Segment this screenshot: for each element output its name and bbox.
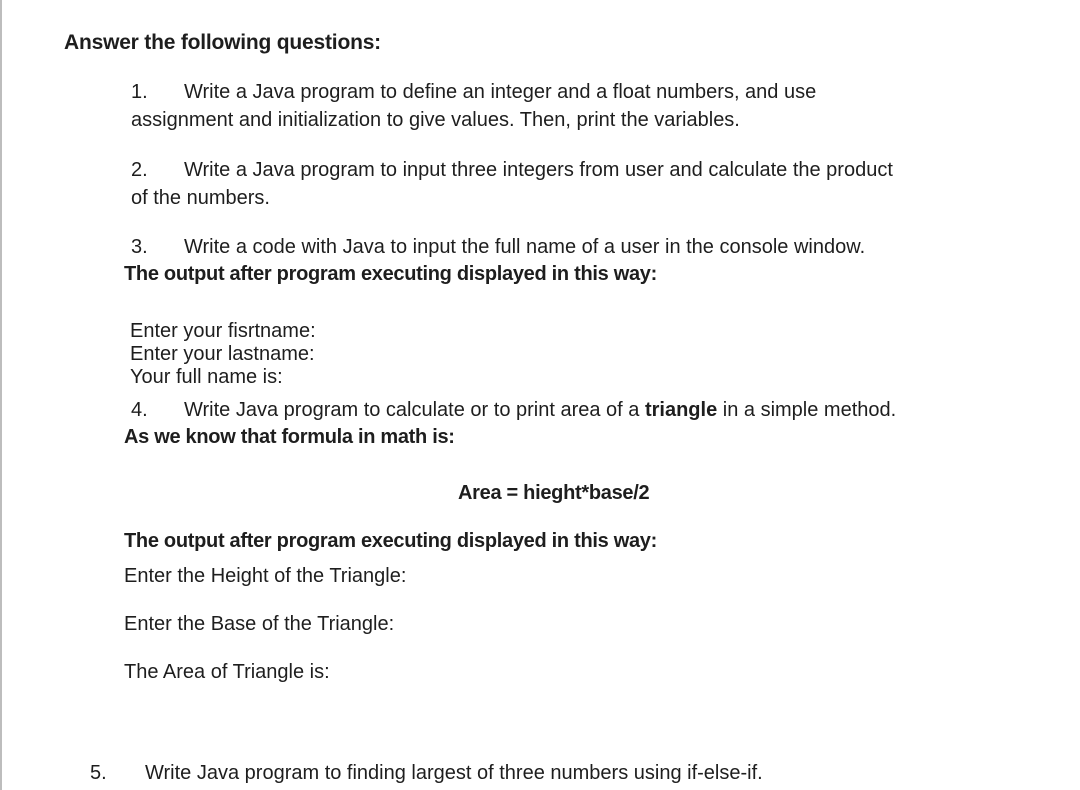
output-line-area: The Area of Triangle is: [124, 661, 330, 683]
question-3 [131, 234, 865, 261]
question-3-line-2: The output after program executing displayed in this way: [124, 263, 657, 285]
question-4 [131, 397, 896, 424]
output-line-height: Enter the Height of the Triangle: [124, 565, 407, 587]
console-line-firstname: Enter your fisrtname: [130, 320, 316, 342]
question-5-number: 5. [90, 762, 107, 784]
question-2-line-2: of the numbers. [131, 187, 270, 209]
question-4-output-heading: The output after program executing displayed in this way: [124, 530, 657, 552]
question-5 [90, 759, 763, 787]
question-3-line-1 [131, 234, 865, 261]
question-5-text: Write Java program to finding largest of three numbers using if-else-if. [145, 762, 763, 784]
question-2-text-1: Write a Java program to input three integers from user and calculate the product [184, 159, 893, 181]
question-4-line-2: As we know that formula in math is: [124, 426, 455, 448]
question-2-number: 2. [131, 159, 148, 181]
question-4-number: 4. [131, 399, 148, 421]
left-edge-line [0, 0, 2, 790]
console-line-fullname: Your full name is: [130, 366, 283, 388]
question-1-line-1 [131, 78, 816, 106]
question-4-text-bold: triangle [644, 399, 718, 421]
area-formula: Area = hieght*base/2 [458, 482, 650, 504]
question-1-text-1: Write a Java program to define an integer and a float numbers, and use [184, 81, 817, 103]
question-4-text-post: in a simple method. [717, 399, 897, 421]
question-1-number: 1. [131, 81, 148, 103]
question-2 [131, 156, 893, 212]
question-1 [131, 78, 816, 134]
question-2-line-1 [131, 156, 893, 184]
question-1-line-2: assignment and initialization to give values. Then, print the variables. [131, 109, 740, 131]
question-3-text-1: Write a code with Java to input the full name of a user in the console window. [184, 236, 866, 258]
page-heading: Answer the following questions: [64, 31, 381, 54]
question-4-text-pre: Write Java program to calculate or to print area of a [184, 399, 645, 421]
output-line-base: Enter the Base of the Triangle: [124, 613, 395, 635]
question-3-console-output [130, 320, 316, 389]
question-4-line-1 [131, 397, 896, 424]
question-3-number: 3. [131, 236, 148, 258]
console-line-lastname: Enter your lastname: [130, 343, 315, 365]
